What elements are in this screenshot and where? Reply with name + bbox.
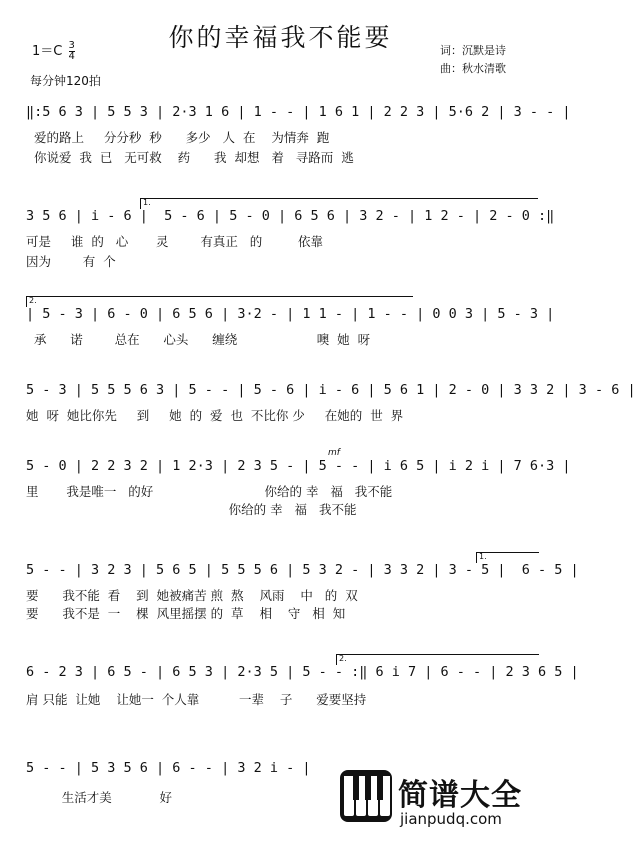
- piano-icon: [340, 770, 392, 822]
- tempo-marking: 每分钟120拍: [30, 74, 101, 88]
- volta-1: 1.: [140, 198, 538, 209]
- lyric-line-4: 她 呀 她比你先 到 她 的 爱 也 不比你 少 在她的 世 界: [26, 408, 404, 423]
- lyric-line-8: 生活才美 好: [26, 790, 172, 805]
- lyric-line-1a: 爱的路上 分分秒 秒 多少 人 在 为情奔 跑: [26, 130, 330, 145]
- notation-line-4: 5 - 3 | 5 5 5 6 3 | 5 - - | 5 - 6 | i - 6 | 5 6 1 | 2 - 0 | 3 3 2 | 3 - 6 |: [26, 382, 636, 398]
- lyric-line-6b: 要 我不是 一 棵 风里摇摆 的 草 相 守 相 知: [26, 606, 346, 621]
- watermark-url: jianpudq.com: [400, 810, 502, 828]
- lyric-line-6a: 要 我不能 看 到 她被痛苦 煎 熬 风雨 中 的 双: [26, 588, 358, 603]
- dynamic-mark: mf: [328, 448, 340, 458]
- volta-2: 2.: [26, 296, 413, 307]
- volta-3: 1.: [476, 552, 539, 563]
- notation-line-6: 5 - - | 3 2 3 | 5 6 5 | 5 5 5 6 | 5 3 2 - | 3 3 2 | 3 - 5 | 6 - 5 |: [26, 562, 579, 578]
- time-signature-top: 3: [68, 40, 75, 51]
- lyric-line-1b: 你说爱 我 已 无可救 药 我 却想 着 寻路而 逃: [26, 150, 354, 165]
- time-signature: [69, 41, 75, 62]
- watermark-logo: [340, 770, 560, 832]
- lyric-line-2a: 可是 谁 的 心 灵 有真正 的 依靠: [26, 234, 324, 249]
- notation-line-8: 5 - - | 5 3 5 6 | 6 - - | 3 2 i - |: [26, 760, 311, 776]
- key-signature: [32, 40, 75, 62]
- composer: 曲：秋水清歌: [440, 62, 506, 75]
- key-label: 1＝C: [32, 44, 63, 59]
- credits: [440, 42, 506, 78]
- notation-line-5: 5 - 0 | 2 2 3 2 | 1 2·3 | 2 3 5 - | 5 - - | i 6 5 | i 2 i | 7 6·3 |: [26, 458, 571, 474]
- notation-line-1: ‖:5 6 3 | 5 5 3 | 2·3 1 6 | 1 - - | 1 6 1 | 2 2 3 | 5·6 2 | 3 - - |: [26, 104, 571, 120]
- notation-line-7: 6 - 2 3 | 6 5 - | 6 5 3 | 2·3 5 | 5 - - :‖ 6 i 7 | 6 - - | 2 3 6 5 |: [26, 664, 579, 680]
- lyric-line-5a: 里 我是唯一 的好 你给的 幸 福 我不能: [26, 484, 393, 499]
- lyricist: 词：沉默是诗: [440, 44, 506, 57]
- lyric-line-3: 承 诺 总在 心头 缠绕 噢 她 呀: [26, 332, 371, 347]
- song-title: 你的幸福我不能要: [168, 23, 393, 52]
- lyric-line-2b: 因为 有 个: [26, 254, 116, 269]
- volta-4: 2.: [336, 654, 539, 665]
- watermark-brand: 简谱大全: [398, 778, 522, 813]
- notation-line-3: | 5 - 3 | 6 - 0 | 6 5 6 | 3·2 - | 1 1 - | 1 - - | 0 0 3 | 5 - 3 |: [26, 306, 555, 322]
- lyric-line-7: 肩 只能 让她 让她一 个人靠 一辈 子 爱要坚持: [26, 692, 367, 707]
- lyric-line-5b: 你给的 幸 福 我不能: [26, 502, 357, 517]
- time-signature-bottom: 4: [68, 51, 75, 62]
- notation-line-2: 3 5 6 | i - 6 | 5 - 6 | 5 - 0 | 6 5 6 | 3 2 - | 1 2 - | 2 - 0 :‖: [26, 208, 555, 224]
